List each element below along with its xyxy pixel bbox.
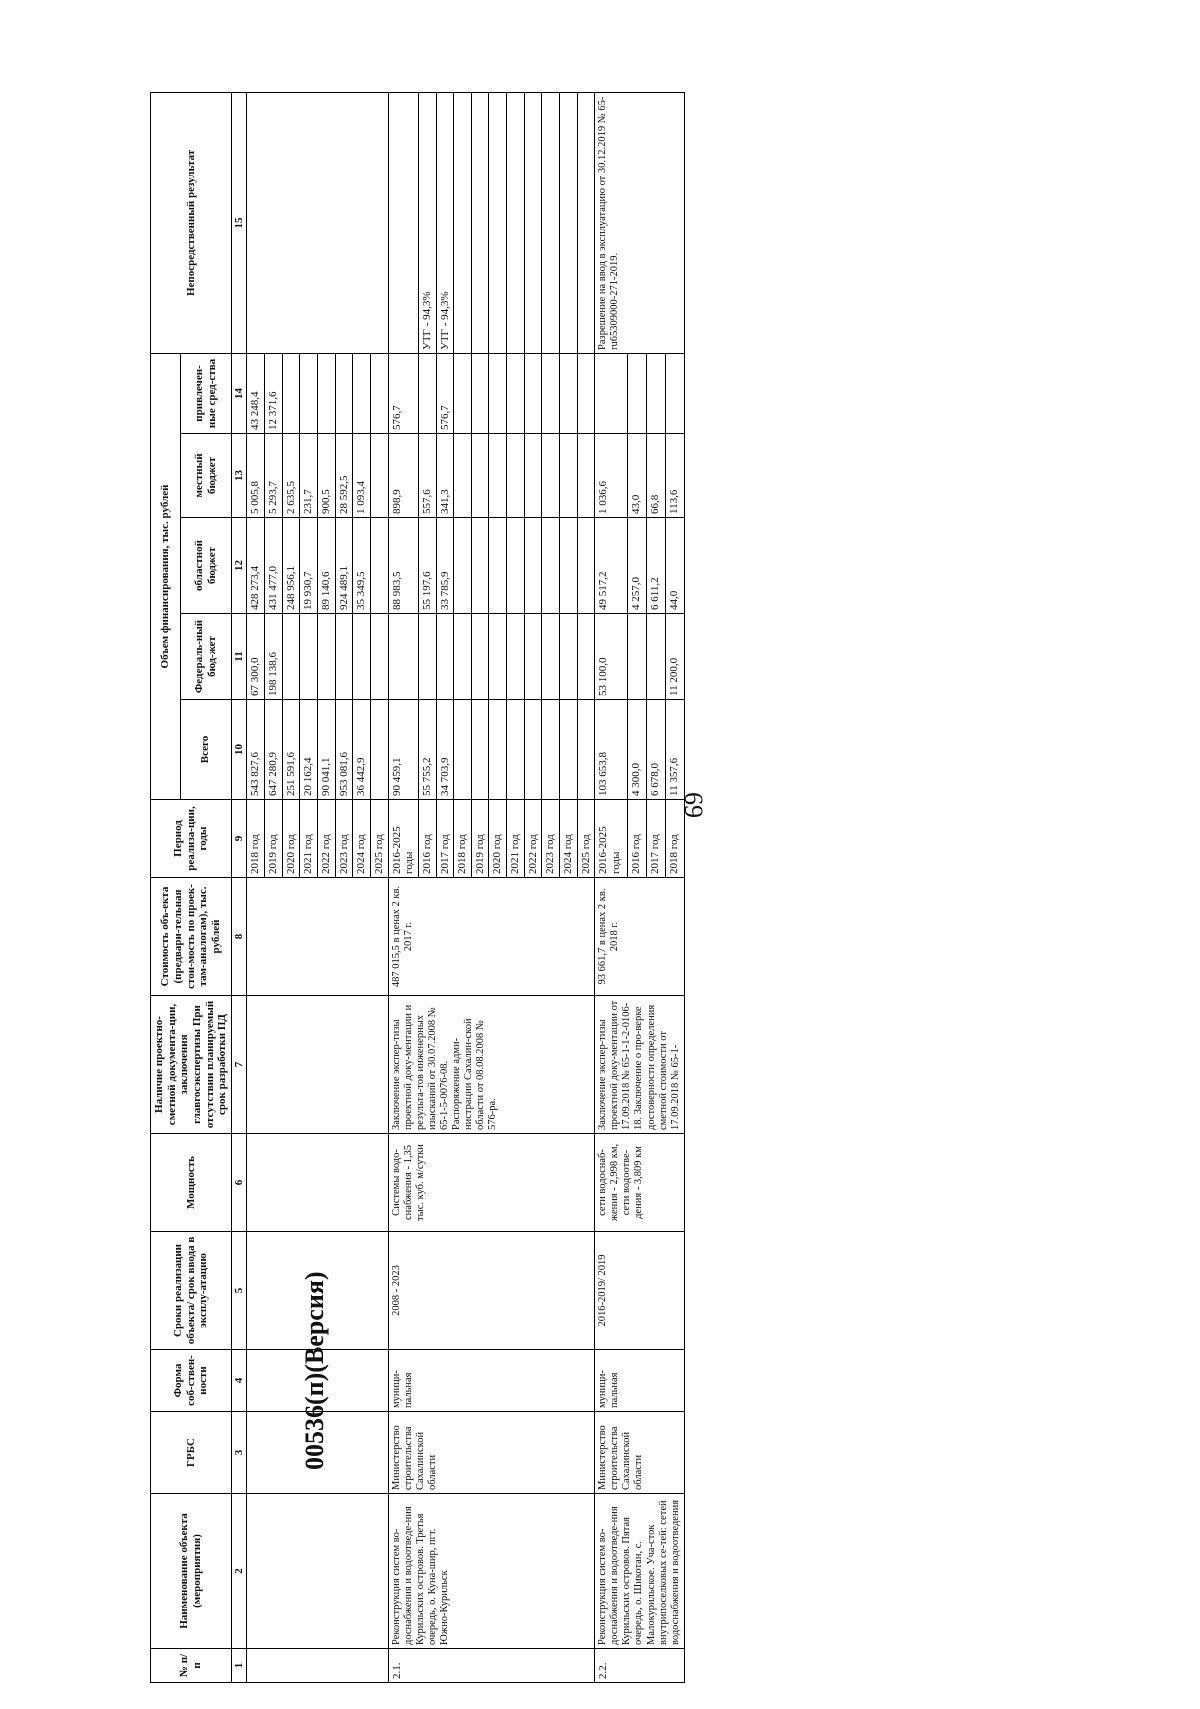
attracted-cell [507, 353, 525, 433]
header-capacity: Мощность [151, 1134, 232, 1232]
ownership-cell: муници-пальная [388, 1350, 595, 1412]
total-cell [524, 700, 542, 800]
col-number: 9 [231, 800, 247, 878]
col-number: 12 [231, 518, 247, 614]
regional-cell: 924 489,1 [335, 518, 353, 614]
total-cell [370, 700, 388, 800]
attracted-cell [454, 353, 472, 433]
period-cell: 2016 год [418, 800, 436, 878]
regional-cell [577, 518, 595, 614]
period-cell: 2023 год [335, 800, 353, 878]
attracted-cell [282, 353, 300, 433]
federal-cell: 11 200,0 [665, 614, 684, 700]
period-cell: 2021 год [300, 800, 318, 878]
col-number: 2 [231, 1494, 247, 1649]
federal-cell [388, 614, 418, 700]
header-ownership: Форма соб-ствен-ности [151, 1350, 232, 1412]
docs-cell: Заключение экспер-тизы проектной доку-ментации и результа-тов инженерных изысканий от 30.07.2008 № 65-1-5-0076-08. Распоряжение адми-нистрации Сахалин-ской области от 08.08.2008 № 576-ра. [388, 996, 595, 1134]
total-cell: 251 591,6 [282, 700, 300, 800]
total-cell: 543 827,6 [247, 700, 265, 800]
cost-cell: 93 661,7 в ценах 2 кв. 2018 г. [595, 878, 684, 996]
col-number: 6 [231, 1134, 247, 1232]
result-cell [471, 92, 489, 353]
total-cell [577, 700, 595, 800]
regional-cell: 248 956,1 [282, 518, 300, 614]
regional-cell: 6 611,2 [646, 518, 665, 614]
regional-cell [489, 518, 507, 614]
period-cell: 2022 год [524, 800, 542, 878]
attracted-cell [489, 353, 507, 433]
local-cell: 2 635,5 [282, 434, 300, 518]
attracted-cell [595, 353, 628, 433]
federal-cell [335, 614, 353, 700]
period-cell: 2016-2025 годы [388, 800, 418, 878]
local-cell [560, 434, 578, 518]
result-cell: УТГ - 94,3% [418, 92, 436, 353]
empty-cell [247, 1134, 388, 1232]
total-cell: 103 653,8 [595, 700, 628, 800]
table-row [247, 92, 265, 1682]
attracted-cell [560, 353, 578, 433]
capacity-cell: Системы водо-снабжения - 1,35 тыс. куб. м/сутки [388, 1134, 595, 1232]
total-cell: 36 442,9 [353, 700, 371, 800]
total-cell: 90 041,1 [318, 700, 336, 800]
total-cell [489, 700, 507, 800]
empty-cell [247, 1649, 388, 1683]
federal-cell: 53 100,0 [595, 614, 628, 700]
item-number: 2.1. [388, 1649, 595, 1683]
header-result: Непосредственный результат [151, 92, 232, 353]
header-num: № п/п [151, 1649, 232, 1683]
col-number: 5 [231, 1232, 247, 1350]
cost-cell: 487 015,5 в ценах 2 кв. 2017 г. [388, 878, 595, 996]
header-grbs: ГРБС [151, 1412, 232, 1494]
federal-cell [300, 614, 318, 700]
header-federal: Федераль-ный бюд-жет [180, 614, 231, 700]
federal-cell [370, 614, 388, 700]
regional-cell [524, 518, 542, 614]
federal-cell [318, 614, 336, 700]
local-cell [471, 434, 489, 518]
header-docs: Наличие проектно-сметной документа-ции, заключения главгосэкспертизы При отсутствии планируемый срок разработки ПД [151, 996, 232, 1134]
result-cell [388, 92, 418, 353]
col-number: 7 [231, 996, 247, 1134]
capacity-cell: сети водоснаб-жения - 2,998 км, сети водоотве-дения - 3,809 км [595, 1134, 684, 1232]
period-cell: 2022 год [318, 800, 336, 878]
result-cell [524, 92, 542, 353]
regional-cell [370, 518, 388, 614]
period-cell: 2023 год [542, 800, 560, 878]
attracted-cell [665, 353, 684, 433]
total-cell [507, 700, 525, 800]
table-row [595, 92, 628, 1682]
item-number: 2.2. [595, 1649, 684, 1683]
period-cell: 2020 год [282, 800, 300, 878]
period-cell: 2016 год [627, 800, 646, 878]
attracted-cell [577, 353, 595, 433]
local-cell [489, 434, 507, 518]
local-cell: 898,9 [388, 434, 418, 518]
attracted-cell: 576,7 [436, 353, 454, 433]
local-cell [577, 434, 595, 518]
object-name: Реконструкция систем во-доснабжения и водоотведе-ния Курильских островов. Третья очередь, о. Куна-шир, пгт. Южно-Курильск [388, 1494, 595, 1649]
result-cell [577, 92, 595, 353]
page-number: 69 [679, 792, 708, 818]
attracted-cell [627, 353, 646, 433]
regional-cell: 89 140,6 [318, 518, 336, 614]
federal-cell [418, 614, 436, 700]
result-cell [247, 92, 388, 353]
total-cell [542, 700, 560, 800]
total-cell [454, 700, 472, 800]
total-cell [471, 700, 489, 800]
regional-cell: 44,0 [665, 518, 684, 614]
local-cell: 66,8 [646, 434, 665, 518]
col-number: 1 [231, 1649, 247, 1683]
regional-cell [507, 518, 525, 614]
header-local: местный бюджет [180, 434, 231, 518]
ownership-cell: муници-пальная [595, 1350, 684, 1412]
header-regional: областной бюджет [180, 518, 231, 614]
local-cell [542, 434, 560, 518]
federal-cell: 198 138,6 [265, 614, 283, 700]
header-attracted: привлечен-ные сред-ства [180, 353, 231, 433]
federal-cell [454, 614, 472, 700]
regional-cell: 431 477,0 [265, 518, 283, 614]
result-cell [489, 92, 507, 353]
federal-cell: 67 300,0 [247, 614, 265, 700]
grbs-cell: Министерство строительства Сахалинской области [388, 1412, 595, 1494]
footer-code: 00536(п)(Версия) [300, 1271, 329, 1470]
result-cell [560, 92, 578, 353]
local-cell [370, 434, 388, 518]
regional-cell: 55 197,6 [418, 518, 436, 614]
col-number: 11 [231, 614, 247, 700]
local-cell: 5 293,7 [265, 434, 283, 518]
federal-cell [353, 614, 371, 700]
regional-cell: 35 349,5 [353, 518, 371, 614]
grbs-cell: Министерство строительства Сахалинской области [595, 1412, 684, 1494]
total-cell: 90 459,1 [388, 700, 418, 800]
attracted-cell: 576,7 [388, 353, 418, 433]
federal-cell [436, 614, 454, 700]
col-number: 15 [231, 92, 247, 353]
document-table-frame [150, 93, 1085, 1683]
header-period: Период реализа-ции, годы [151, 800, 232, 878]
local-cell: 28 592,5 [335, 434, 353, 518]
empty-cell [247, 996, 388, 1134]
regional-cell: 33 785,9 [436, 518, 454, 614]
regional-cell [471, 518, 489, 614]
attracted-cell [542, 353, 560, 433]
local-cell [454, 434, 472, 518]
result-cell: УТГ - 94,3% [436, 92, 454, 353]
attracted-cell [353, 353, 371, 433]
period-cell: 2018 год [454, 800, 472, 878]
period-cell: 2021 год [507, 800, 525, 878]
local-cell: 43,0 [627, 434, 646, 518]
total-cell [560, 700, 578, 800]
period-cell: 2019 год [471, 800, 489, 878]
attracted-cell: 43 248,4 [247, 353, 265, 433]
regional-cell: 4 257,0 [627, 518, 646, 614]
federal-cell [542, 614, 560, 700]
empty-cell [247, 878, 388, 996]
federal-cell [471, 614, 489, 700]
federal-cell [524, 614, 542, 700]
period-cell: 2020 год [489, 800, 507, 878]
total-cell: 20 162,4 [300, 700, 318, 800]
local-cell: 113,6 [665, 434, 684, 518]
local-cell: 231,7 [300, 434, 318, 518]
total-cell: 11 357,6 [665, 700, 684, 800]
attracted-cell [646, 353, 665, 433]
header-name: Наименование объекта (мероприятия) [151, 1494, 232, 1649]
header-total: Всего [180, 700, 231, 800]
result-cell: Разрешение на ввод в эксплуатацию от 30.12.2019 № 65-ru65309000-271-2019. [595, 92, 684, 353]
col-number: 10 [231, 700, 247, 800]
header-terms: Сроки реализации объекта/ срок ввода в эксплу-атацию [151, 1232, 232, 1350]
local-cell [524, 434, 542, 518]
empty-cell [247, 1494, 388, 1649]
attracted-cell [335, 353, 353, 433]
local-cell: 900,5 [318, 434, 336, 518]
total-cell: 4 300,0 [627, 700, 646, 800]
federal-cell [560, 614, 578, 700]
regional-cell: 49 517,2 [595, 518, 628, 614]
period-cell: 2024 год [353, 800, 371, 878]
regional-cell: 19 930,7 [300, 518, 318, 614]
regional-cell [542, 518, 560, 614]
header-row [151, 92, 181, 1682]
period-cell: 2019 год [265, 800, 283, 878]
federal-cell [627, 614, 646, 700]
attracted-cell [370, 353, 388, 433]
table-row [388, 92, 418, 1682]
period-cell: 2017 год [436, 800, 454, 878]
attracted-cell [524, 353, 542, 433]
header-financing-group: Объем финансирования, тыс. рублей [151, 353, 181, 799]
col-number: 3 [231, 1412, 247, 1494]
terms-cell: 2008 - 2023 [388, 1232, 595, 1350]
regional-cell [454, 518, 472, 614]
column-numbers-row [231, 92, 247, 1682]
period-cell: 2017 год [646, 800, 665, 878]
header-cost: Стоимость объ-екта (предвари-тельная стои-мость по проек-там-аналогам), тыс. рублей [151, 878, 232, 996]
attracted-cell [418, 353, 436, 433]
regional-cell [560, 518, 578, 614]
total-cell: 647 280,9 [265, 700, 283, 800]
col-number: 8 [231, 878, 247, 996]
period-cell: 2024 год [560, 800, 578, 878]
financing-table [150, 92, 685, 1683]
period-cell: 2018 год [247, 800, 265, 878]
col-number: 14 [231, 353, 247, 433]
col-number: 13 [231, 434, 247, 518]
federal-cell [507, 614, 525, 700]
local-cell [507, 434, 525, 518]
period-cell: 2016-2025 годы [595, 800, 628, 878]
local-cell: 5 005,8 [247, 434, 265, 518]
federal-cell [577, 614, 595, 700]
total-cell: 6 678,0 [646, 700, 665, 800]
local-cell: 1 093,4 [353, 434, 371, 518]
federal-cell [646, 614, 665, 700]
federal-cell [489, 614, 507, 700]
total-cell: 953 081,6 [335, 700, 353, 800]
period-cell: 2025 год [577, 800, 595, 878]
attracted-cell [300, 353, 318, 433]
attracted-cell: 12 371,6 [265, 353, 283, 433]
attracted-cell [471, 353, 489, 433]
period-cell: 2018 год [665, 800, 684, 878]
local-cell: 1 036,6 [595, 434, 628, 518]
federal-cell [282, 614, 300, 700]
regional-cell: 88 983,5 [388, 518, 418, 614]
terms-cell: 2016-2019/ 2019 [595, 1232, 684, 1350]
docs-cell: Заключение экспер-тизы проектной доку-ментации от 17.09.2018 № 65-1-1-2-0106-18. Заключение о про-верке достоверности определения сметной стоимости от 17.09.2018 № 65-1- [595, 996, 684, 1134]
total-cell: 55 755,2 [418, 700, 436, 800]
result-cell [542, 92, 560, 353]
period-cell: 2025 год [370, 800, 388, 878]
regional-cell: 428 273,4 [247, 518, 265, 614]
total-cell: 34 703,9 [436, 700, 454, 800]
col-number: 4 [231, 1350, 247, 1412]
result-cell [507, 92, 525, 353]
result-cell [454, 92, 472, 353]
local-cell: 341,3 [436, 434, 454, 518]
local-cell: 557,6 [418, 434, 436, 518]
object-name: Реконструкция систем во-доснабжения и водоотведе-ния Курильских островов. Пятая очередь, о. Шикотан, с. Малокурильское. Уча-сток внутрипоселковых се-тей: сетей водоснабжения и водоотведения [595, 1494, 684, 1649]
attracted-cell [318, 353, 336, 433]
